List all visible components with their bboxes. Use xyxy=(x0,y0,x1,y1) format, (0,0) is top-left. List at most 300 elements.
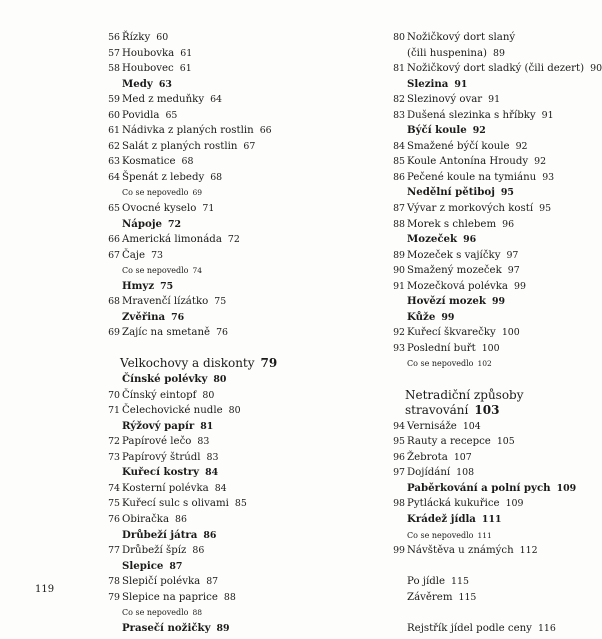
entry-number: 75 xyxy=(108,498,120,510)
entry-text: Rýžový papír xyxy=(122,419,195,432)
entry-title xyxy=(407,263,520,279)
entry-number: 79 xyxy=(108,591,120,603)
entry-page: 92 xyxy=(515,140,528,152)
entry-title xyxy=(122,217,181,233)
spacer xyxy=(389,559,595,575)
entry-title xyxy=(122,279,173,295)
entry-title xyxy=(122,123,272,139)
entry-title xyxy=(407,434,515,450)
entry-page: 97 xyxy=(507,265,520,277)
entry-page: 86 xyxy=(175,513,187,525)
entry-page: 107 xyxy=(453,451,472,463)
entry-title xyxy=(407,450,472,466)
entry-text: Papírové lečo xyxy=(122,436,192,448)
entry-text: Houbovec xyxy=(122,63,174,75)
entry-title xyxy=(122,372,226,388)
entry-number: 92 xyxy=(393,327,405,339)
toc-subheading xyxy=(104,621,374,637)
entry-page: 109 xyxy=(505,498,524,510)
entry-text: Dojídání xyxy=(407,467,451,479)
entry-page: 76 xyxy=(216,327,228,339)
entry-title xyxy=(407,419,481,435)
entry-number: 84 xyxy=(393,140,405,152)
entry-number: 63 xyxy=(108,156,120,168)
entry-page: 80 xyxy=(228,405,241,417)
entry-page: 91 xyxy=(488,94,501,106)
entry-number: 90 xyxy=(393,265,405,277)
toc-entry xyxy=(104,92,374,108)
entry-text: Vernisáže xyxy=(407,420,457,432)
toc-entry xyxy=(389,419,595,435)
entry-text: Kuřecí kostry xyxy=(122,466,200,479)
entry-title xyxy=(122,403,241,419)
toc-entry xyxy=(389,496,595,512)
entry-title xyxy=(407,341,500,357)
entry-text: Povidla xyxy=(122,109,160,121)
entry-title xyxy=(122,201,214,217)
entry-text: Špenát z lebedy xyxy=(122,171,205,183)
entry-number: 83 xyxy=(393,109,405,121)
entry-text: Návštěva u známých xyxy=(407,545,514,557)
toc-subheading xyxy=(389,123,595,139)
entry-text: Velkochovy a diskonty xyxy=(120,356,255,371)
entry-title xyxy=(122,46,192,62)
entry-number: 58 xyxy=(108,63,120,75)
entry-page: 93 xyxy=(542,171,555,183)
entry-page: 64 xyxy=(210,94,223,106)
toc-entry xyxy=(104,325,374,341)
entry-text: Smažený mozeček xyxy=(407,265,502,277)
entry-text: Co se nepovedlo xyxy=(122,188,189,198)
toc-subheading xyxy=(389,232,595,248)
toc-entry xyxy=(104,30,374,46)
entry-page: 108 xyxy=(456,467,475,479)
entry-text: Poslední buřt xyxy=(407,342,476,354)
entry-text: Slepičí polévka xyxy=(122,576,201,588)
entry-text: Morek s chlebem xyxy=(407,218,497,230)
entry-number: 72 xyxy=(108,436,120,448)
entry-number: 86 xyxy=(393,171,405,183)
entry-text: Žebrota xyxy=(407,451,448,463)
entry-page: 112 xyxy=(519,545,538,557)
entry-title xyxy=(122,30,168,46)
entry-title xyxy=(122,481,227,497)
entry-page: 87 xyxy=(206,576,219,588)
entry-title xyxy=(407,481,576,497)
toc-entry xyxy=(104,170,374,186)
entry-page: 75 xyxy=(160,280,174,292)
toc-entry xyxy=(104,403,374,419)
entry-text: Řízky xyxy=(122,32,151,43)
toc-entry xyxy=(389,61,602,77)
entry-title xyxy=(407,185,514,201)
toc-entry xyxy=(389,574,595,590)
entry-page: 95 xyxy=(500,187,514,199)
entry-title xyxy=(120,356,277,372)
entry-page: 63 xyxy=(158,78,172,90)
entry-page: 81 xyxy=(200,420,214,432)
entry-number: 88 xyxy=(393,218,405,230)
entry-title xyxy=(407,590,476,606)
entry-text: Slepice na paprice xyxy=(122,591,218,603)
entry-number: 78 xyxy=(108,576,120,588)
entry-number: 89 xyxy=(393,249,405,261)
toc-subheading xyxy=(104,419,374,435)
entry-number: 99 xyxy=(393,545,405,557)
entry-number: 81 xyxy=(393,63,405,75)
entry-title xyxy=(407,574,469,590)
entry-page: 74 xyxy=(192,266,202,276)
entry-title xyxy=(122,605,202,621)
entry-text: Co se nepovedlo xyxy=(407,359,474,369)
entry-text: Slepice xyxy=(122,559,164,572)
entry-page: 88 xyxy=(192,608,202,618)
spacer xyxy=(389,372,595,388)
entry-page: 100 xyxy=(481,342,500,354)
entry-title xyxy=(407,310,454,326)
entry-number: 93 xyxy=(393,342,405,354)
entry-number: 94 xyxy=(393,420,405,432)
entry-page: 68 xyxy=(210,171,223,183)
section-heading xyxy=(389,403,595,419)
toc-entry xyxy=(389,341,595,357)
toc-subheading xyxy=(389,294,595,310)
entry-title xyxy=(122,388,214,404)
entry-text: Ovocné kyselo xyxy=(122,203,197,215)
toc-entry xyxy=(104,123,374,139)
entry-page: 65 xyxy=(165,109,178,121)
toc-subheading xyxy=(389,77,595,93)
entry-title xyxy=(407,77,467,93)
entry-page: 85 xyxy=(234,498,247,510)
entry-number: 82 xyxy=(393,94,405,106)
entry-page: 99 xyxy=(514,280,526,292)
entry-page: 61 xyxy=(179,63,192,75)
entry-title xyxy=(407,465,474,481)
entry-text: Rauty a recepce xyxy=(407,436,491,448)
entry-number: 73 xyxy=(108,451,120,463)
entry-text: Co se nepovedlo xyxy=(122,266,189,276)
entry-text: Po jídle xyxy=(407,576,446,588)
entry-title xyxy=(122,325,228,341)
entry-title xyxy=(407,528,492,544)
entry-text: Hovězí mozek xyxy=(407,295,486,308)
entry-page: 96 xyxy=(463,234,477,246)
entry-title xyxy=(122,248,163,264)
entry-title xyxy=(122,108,177,124)
entry-text: Kuřecí sulc s olivami xyxy=(122,498,229,510)
entry-number: 61 xyxy=(108,125,120,137)
entry-text: Dušená slezinka s hříbky xyxy=(407,109,536,121)
entry-text: Čínský eintopf xyxy=(122,389,197,401)
entry-page: 89 xyxy=(493,47,505,59)
entry-title xyxy=(407,92,500,108)
entry-page: 102 xyxy=(477,359,492,369)
entry-title xyxy=(122,528,216,544)
toc-note xyxy=(389,356,595,372)
entry-number: 62 xyxy=(108,140,120,152)
entry-title xyxy=(122,77,172,93)
toc-entry xyxy=(389,30,595,46)
entry-page: 115 xyxy=(451,576,469,588)
entry-text: Rejstřík jídel podle ceny xyxy=(407,622,532,634)
entry-page: 91 xyxy=(541,109,554,121)
entry-page: 105 xyxy=(496,436,515,448)
toc-entry xyxy=(104,232,374,248)
toc-entry xyxy=(389,46,595,62)
entry-page: 76 xyxy=(171,311,185,323)
toc-entry xyxy=(389,621,595,637)
entry-text: Netradiční způsoby xyxy=(405,387,524,402)
entry-number: 67 xyxy=(108,249,120,261)
entry-title xyxy=(407,201,551,217)
toc-entry xyxy=(389,92,595,108)
entry-page: 90 xyxy=(590,63,602,75)
entry-title xyxy=(407,294,505,310)
toc-entry xyxy=(104,201,374,217)
toc-subheading xyxy=(104,310,374,326)
spacer xyxy=(104,341,374,357)
toc-entry xyxy=(104,496,374,512)
entry-title xyxy=(405,388,524,404)
entry-title xyxy=(407,248,518,264)
entry-page: 71 xyxy=(202,203,215,215)
toc-subheading xyxy=(104,528,374,544)
toc-entry xyxy=(104,248,374,264)
entry-title xyxy=(407,496,523,512)
entry-page: 92 xyxy=(472,125,486,137)
entry-title xyxy=(122,232,240,248)
entry-title xyxy=(407,232,476,248)
entry-text: (čili huspenina) xyxy=(407,47,488,59)
entry-text: Pečené koule na tymiánu xyxy=(407,171,537,183)
entry-page: 100 xyxy=(501,327,520,339)
entry-number: 64 xyxy=(108,171,120,183)
entry-number: 59 xyxy=(108,94,120,106)
entry-page: 73 xyxy=(151,249,163,261)
entry-title xyxy=(122,512,187,528)
toc-entry xyxy=(104,294,374,310)
page-number: 119 xyxy=(35,584,55,595)
entry-text: Čelechovické nudle xyxy=(122,405,223,417)
entry-page: 72 xyxy=(227,234,240,246)
toc-entry xyxy=(389,590,595,606)
entry-page: 96 xyxy=(502,218,515,230)
entry-title xyxy=(407,543,538,559)
toc-entry xyxy=(104,450,374,466)
entry-text: Pytlácká kukuřice xyxy=(407,498,500,510)
toc-right-column xyxy=(389,30,602,636)
toc-note xyxy=(389,528,595,544)
toc-entry xyxy=(104,590,374,606)
entry-title xyxy=(407,46,505,62)
entry-text: Nožičkový dort sladký (čili dezert) xyxy=(407,63,585,75)
spacer xyxy=(389,605,595,621)
entry-title xyxy=(407,61,602,77)
toc-entry xyxy=(104,61,374,77)
entry-number: 96 xyxy=(393,451,405,463)
toc-entry xyxy=(389,434,595,450)
entry-title xyxy=(122,263,202,279)
entry-page: 60 xyxy=(156,32,169,43)
entry-text: Drůbeží špíz xyxy=(122,545,187,557)
toc-entry xyxy=(389,450,595,466)
toc-entry xyxy=(389,279,595,295)
entry-text: Medy xyxy=(122,77,153,90)
entry-number: 87 xyxy=(393,203,405,215)
toc-subheading xyxy=(104,372,374,388)
toc-entry xyxy=(104,154,374,170)
section-heading xyxy=(389,388,595,404)
entry-text: Kůže xyxy=(407,310,436,323)
entry-text: Hmyz xyxy=(122,279,155,292)
entry-page: 88 xyxy=(223,591,236,603)
entry-title xyxy=(407,170,554,186)
entry-page: 111 xyxy=(481,513,502,525)
entry-page: 72 xyxy=(168,218,182,230)
toc-entry xyxy=(104,574,374,590)
toc-subheading xyxy=(104,465,374,481)
entry-text: Slezinový ovar xyxy=(407,94,483,106)
entry-text: Papírový štrúdl xyxy=(122,451,201,463)
entry-title xyxy=(407,154,546,170)
section-heading xyxy=(104,356,374,372)
entry-page: 67 xyxy=(243,140,256,152)
entry-page: 91 xyxy=(454,78,468,90)
entry-text: Mozeček s vajíčky xyxy=(407,249,501,261)
entry-text: Mravenčí lízátko xyxy=(122,296,209,308)
entry-text: Mozečková polévka xyxy=(407,280,508,292)
entry-page: 99 xyxy=(491,296,505,308)
entry-number: 68 xyxy=(108,296,120,308)
entry-title xyxy=(407,356,492,372)
toc-entry xyxy=(389,248,595,264)
entry-text: Zvěřina xyxy=(122,310,166,323)
entry-text: Čaje xyxy=(122,249,146,261)
entry-title xyxy=(122,310,184,326)
entry-title xyxy=(122,590,236,606)
entry-text: Americká limonáda xyxy=(122,234,222,246)
toc-entry xyxy=(104,481,374,497)
entry-number: 80 xyxy=(393,32,405,43)
entry-title xyxy=(122,559,182,575)
toc-note xyxy=(104,605,374,621)
entry-page: 92 xyxy=(534,156,547,168)
entry-page: 86 xyxy=(192,545,205,557)
entry-page: 68 xyxy=(181,156,194,168)
entry-number: 66 xyxy=(108,234,120,246)
entry-number: 60 xyxy=(108,109,120,121)
toc-entry xyxy=(104,46,374,62)
entry-title xyxy=(122,294,226,310)
entry-number: 56 xyxy=(108,32,120,43)
entry-text: Smažené býčí koule xyxy=(407,140,510,152)
entry-text: Býčí koule xyxy=(407,124,467,137)
entry-title xyxy=(122,154,193,170)
entry-text: Obiračka xyxy=(122,513,170,525)
entry-text: Nádivka z planých rostlin xyxy=(122,125,254,137)
toc-entry xyxy=(389,170,595,186)
toc-note xyxy=(104,185,374,201)
entry-page: 109 xyxy=(556,482,577,494)
toc-subheading xyxy=(389,481,595,497)
entry-page: 97 xyxy=(506,249,519,261)
toc-subheading xyxy=(389,310,595,326)
toc-entry xyxy=(104,543,374,559)
entry-page: 103 xyxy=(474,403,500,418)
toc-left-column xyxy=(104,30,374,636)
entry-text: stravování xyxy=(405,403,469,418)
entry-text: Houbovka xyxy=(122,47,175,59)
toc-entry xyxy=(389,201,595,217)
toc-entry xyxy=(389,263,595,279)
entry-number: 74 xyxy=(108,482,120,494)
entry-number: 70 xyxy=(108,389,120,401)
entry-number: 97 xyxy=(393,467,405,479)
entry-title xyxy=(122,185,202,201)
entry-page: 89 xyxy=(216,622,230,634)
toc-subheading xyxy=(104,279,374,295)
toc-entry xyxy=(104,434,374,450)
toc-subheading xyxy=(389,512,595,528)
entry-page: 66 xyxy=(259,125,272,137)
entry-text: Čínské polévky xyxy=(122,373,208,386)
entry-number: 77 xyxy=(108,545,120,557)
toc-entry xyxy=(389,139,595,155)
toc-entry xyxy=(104,512,374,528)
entry-page: 61 xyxy=(180,47,193,59)
toc-subheading xyxy=(104,77,374,93)
entry-page: 79 xyxy=(260,356,278,371)
entry-title xyxy=(122,139,255,155)
entry-title xyxy=(122,170,222,186)
entry-title xyxy=(407,217,514,233)
entry-number: 69 xyxy=(108,327,120,339)
toc-entry xyxy=(104,139,374,155)
entry-text: Nožičkový dort slaný xyxy=(407,32,516,43)
entry-text: Nedělní pětiboj xyxy=(407,186,495,199)
toc-subheading xyxy=(104,217,374,233)
entry-page: 75 xyxy=(214,296,227,308)
entry-number: 76 xyxy=(108,513,120,525)
entry-page: 86 xyxy=(203,529,217,541)
entry-number: 85 xyxy=(393,156,405,168)
entry-number: 91 xyxy=(393,280,405,292)
entry-text: Koule Antonína Hroudy xyxy=(407,156,529,168)
entry-page: 104 xyxy=(462,420,481,432)
entry-number: 95 xyxy=(393,436,405,448)
toc-entry xyxy=(104,388,374,404)
entry-text: Mozeček xyxy=(407,233,458,246)
entry-text: Slezina xyxy=(407,77,449,90)
entry-text: Kuřecí škvarečky xyxy=(407,327,496,339)
toc-entry xyxy=(389,154,595,170)
entry-text: Co se nepovedlo xyxy=(407,530,474,540)
entry-title xyxy=(407,279,526,295)
entry-text: Prasečí nožičky xyxy=(122,621,211,634)
toc-note xyxy=(104,263,374,279)
entry-page: 84 xyxy=(214,482,227,494)
entry-page: 116 xyxy=(537,622,556,634)
entry-title xyxy=(407,621,556,637)
entry-page: 99 xyxy=(441,311,455,323)
entry-text: Med z meduňky xyxy=(122,94,205,106)
entry-number: 71 xyxy=(108,405,120,417)
entry-title xyxy=(122,92,222,108)
entry-title xyxy=(407,512,502,528)
entry-title xyxy=(122,574,218,590)
entry-title xyxy=(122,450,218,466)
